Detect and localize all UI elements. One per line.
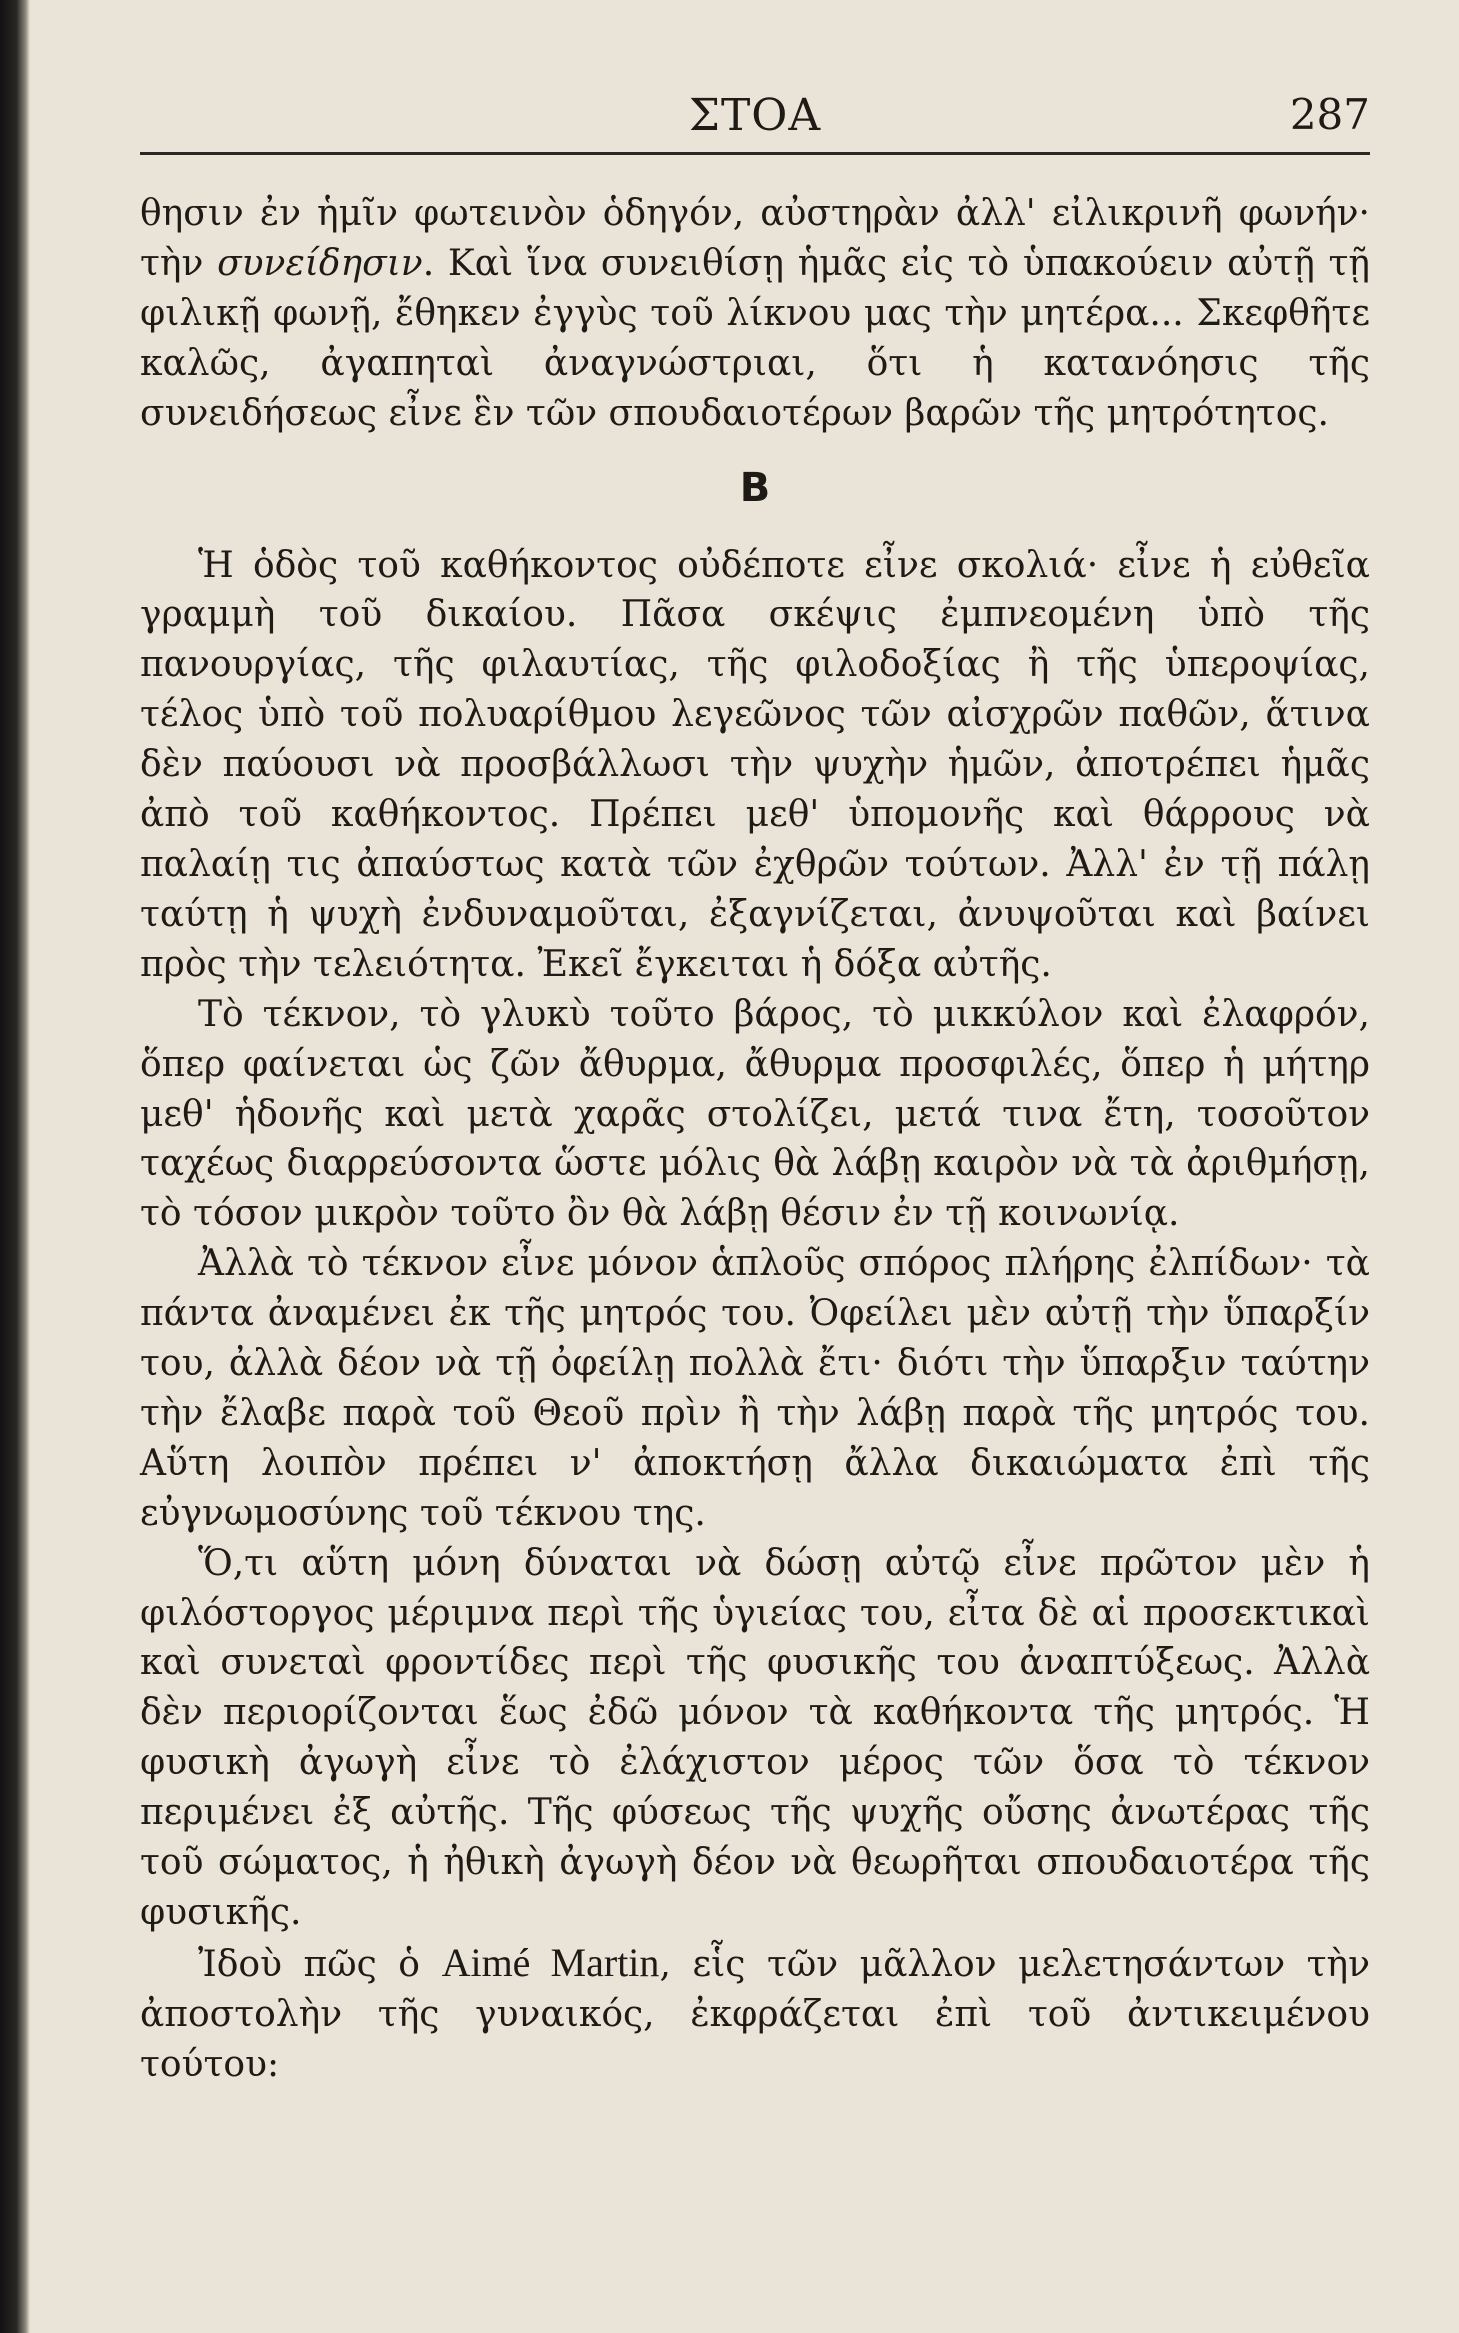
section-mark: B (739, 464, 771, 511)
paragraph (140, 1938, 1370, 2090)
text-run: . Καὶ ἵνα συνειθίσῃ ἡμᾶς εἰς τὸ ὑπακούειν αὐτῇ τῇ φιλικῇ φωνῇ, ἔθηκεν ἐγγὺς τοῦ λίκνου μας τὴν μητέρα... Σκεφθῆτε καλῶς, ἀγαπηταὶ ἀναγνώστριαι, ὅτι ἡ κατανόησις τῆς συνειδήσεως εἶνε ἓν τῶν σπουδαιοτέρων βαρῶν τῆς μητρότητος. (140, 242, 1370, 434)
text-run: Ἰδοὺ πῶς ὁ (198, 1943, 442, 1985)
page-body (140, 189, 1370, 2090)
text-run: , εἷς τῶν μᾶλλον μελετησάντων τὴν ἀποστολὴν τῆς γυναικός, ἐκφράζεται ἐπὶ τοῦ ἀντικειμένου τούτου: (140, 1943, 1371, 2085)
italic-term: συνείδησιν (217, 242, 423, 284)
page-number: 287 (1289, 90, 1370, 139)
paragraph (140, 189, 1370, 439)
running-title: ΣΤΟΑ (688, 90, 822, 141)
book-spine-shadow (0, 0, 30, 2333)
paragraph: Ὅ,τι αὕτη μόνη δύναται νὰ δώσῃ αὐτῷ εἶνε πρῶτον μὲν ἡ φιλόστοργος μέριμνα περὶ τῆς ὑγιείας του, εἶτα δὲ αἱ προσεκτικαὶ καὶ συνεταὶ φροντίδες περὶ τῆς φυσικῆς του ἀναπτύξεως. Ἀλλὰ δὲν περιορίζονται ἕως ἐδῶ μόνον τὰ καθήκοντα τῆς μητρός. Ἡ φυσικὴ ἀγωγὴ εἶνε τὸ ἐλάχιστον μέρος τῶν ὅσα τὸ τέκνον περιμένει ἐξ αὐτῆς. Τῆς φύσεως τῆς ψυχῆς οὔσης ἀνωτέρας τῆς τοῦ σώματος, ἡ ἠθικὴ ἀγωγὴ δέον νὰ θεωρῆται σπουδαιοτέρα τῆς φυσικῆς. (140, 1542, 1370, 1933)
paragraph: Ἀλλὰ τὸ τέκνον εἶνε μόνον ἁπλοῦς σπόρος πλήρης ἐλπίδων· τὰ πάντα ἀναμένει ἐκ τῆς μητρός του. Ὀφείλει μὲν αὐτῇ τὴν ὕπαρξίν του, ἀλλὰ δέον νὰ τῇ ὀφείλῃ πολλὰ ἔτι· διότι τὴν ὕπαρξιν ταύτην τὴν ἔλαβε παρὰ τοῦ Θεοῦ πρὶν ἢ τὴν λάβῃ παρὰ τῆς μητρός του. Αὕτη λοιπὸν πρέπει ν' ἀποκτήσῃ ἄλλα δικαιώματα ἐπὶ τῆς εὐγνωμοσύνης τοῦ τέκνου της. (140, 1243, 1370, 1534)
author-name: Aimé Martin (441, 1939, 660, 1985)
text-run: θησιν ἐν ἡμῖν φωτεινὸν ὁδηγόν, αὐστηρὰν ἀλλ' εἰλικρινῆ φωνήν· τὴν (140, 193, 1370, 284)
paragraph: Τὸ τέκνον, τὸ γλυκὺ τοῦτο βάρος, τὸ μικκύλον καὶ ἐλαφρόν, ὅπερ φαίνεται ὡς ζῶν ἄθυρμα, ἄθυρμα προσφιλές, ὅπερ ἡ μήτηρ μεθ' ἡδονῆς καὶ μετὰ χαρᾶς στολίζει, μετά τινα ἔτη, τοσοῦτον ταχέως διαρρεύσοντα ὥστε μόλις θὰ λάβῃ καιρὸν νὰ τὰ ἀριθμήσῃ, τὸ τόσον μικρὸν τοῦτο ὂν θὰ λάβῃ θέσιν ἐν τῇ κοινωνίᾳ. (140, 993, 1370, 1235)
page (140, 90, 1370, 2090)
paragraph: Ἡ ὁδὸς τοῦ καθήκοντος οὐδέποτε εἶνε σκολιά· εἶνε ἡ εὐθεῖα γραμμὴ τοῦ δικαίου. Πᾶσα σκέψις ἐμπνεομένη ὑπὸ τῆς πανουργίας, τῆς φιλαυτίας, τῆς φιλοδοξίας ἢ τῆς ὑπεροψίας, τέλος ὑπὸ τοῦ πολυαρίθμου λεγεῶνος τῶν αἰσχρῶν παθῶν, ἅτινα δὲν παύουσι νὰ προσβάλλωσι τὴν ψυχὴν ἡμῶν, ἀποτρέπει ἡμᾶς ἀπὸ τοῦ καθήκοντος. Πρέπει μεθ' ὑπομονῆς καὶ θάρρους νὰ παλαίῃ τις ἀπαύστως κατὰ τῶν ἐχθρῶν τούτων. Ἀλλ' ἐν τῇ πάλῃ ταύτῃ ἡ ψυχὴ ἐνδυναμοῦται, ἐξαγνίζεται, ἀνυψοῦται καὶ βαίνει πρὸς τὴν τελειότητα. Ἐκεῖ ἔγκειται ἡ δόξα αὐτῆς. (140, 544, 1370, 985)
running-header (140, 90, 1370, 155)
